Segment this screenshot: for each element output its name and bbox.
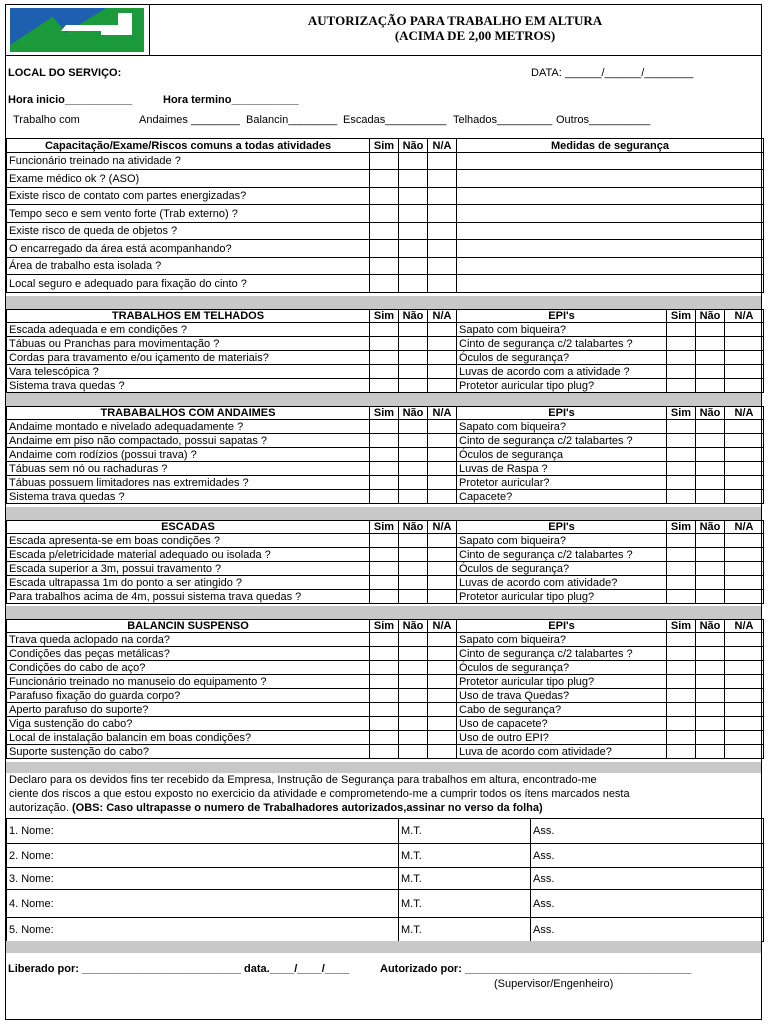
liberado-por-field[interactable]: Liberado por: __________________________ data.____/____/____	[8, 963, 350, 975]
local-servico-label: LOCAL DO SERVIÇO:	[8, 67, 122, 79]
authorization-form	[5, 4, 762, 1020]
table-row: Viga sustenção do cabo? Uso de capacete?	[7, 717, 764, 731]
section-telhados-table	[6, 309, 764, 393]
separator-band	[6, 606, 761, 619]
col-nao: Não	[696, 310, 725, 323]
table-row: Escada superior a 3m, possui travamento ? Óculos de segurança?	[7, 562, 764, 576]
table-row: Cordas para travamento e/ou içamento de materiais? Óculos de segurança?	[7, 351, 764, 365]
declaration-line-1: Declaro para os devidos fins ter recebido da Empresa, Instrução de Segurança para trabalhos em altura, encontrado-me	[9, 774, 597, 786]
form-title	[149, 5, 761, 55]
signatures-table	[6, 818, 764, 942]
col-na: N/A	[725, 521, 764, 534]
table-row: Aperto parafuso do suporte? Cabo de segurança?	[7, 703, 764, 717]
table-row: Tábuas possuem limitadores nas extremidades ? Protetor auricular?	[7, 476, 764, 490]
autorizado-por-field[interactable]: Autorizado por: _____________________________________	[380, 963, 692, 975]
col-sim: Sim	[667, 310, 696, 323]
col-nao: Não	[399, 407, 428, 420]
section-common-title: Capacitação/Exame/Riscos comuns a todas atividades	[7, 139, 370, 153]
col-na: N/A	[428, 310, 457, 323]
table-row: Tempo seco e sem vento forte (Trab externo) ?	[7, 205, 764, 223]
section-balancin-title: BALANCIN SUSPENSO	[7, 620, 370, 633]
col-sim: Sim	[370, 310, 399, 323]
col-sim: Sim	[370, 620, 399, 633]
telhados-field[interactable]: Telhados_________	[453, 114, 553, 126]
escadas-field[interactable]: Escadas__________	[343, 114, 447, 126]
signature-row: 4. Nome: M.T. Ass.	[7, 890, 764, 918]
section-andaimes-table	[6, 406, 764, 504]
col-nao: Não	[399, 620, 428, 633]
col-na: N/A	[725, 310, 764, 323]
declaration-line-3: autorização. (OBS: Caso ultrapasse o numero de Trabalhadores autorizados,assinar no verso da folha)	[9, 802, 543, 814]
table-row: Local de instalação balancin em boas condições? Uso de outro EPI?	[7, 731, 764, 745]
col-sim: Sim	[370, 521, 399, 534]
signature-row: 3. Nome: M.T. Ass.	[7, 868, 764, 890]
col-epis: EPI's	[457, 620, 667, 633]
signature-row: 1. Nome: M.T. Ass.	[7, 819, 764, 844]
andaimes-field[interactable]: Andaimes ________	[139, 114, 240, 126]
signature-row: 5. Nome: M.T. Ass.	[7, 918, 764, 942]
declaration-line-2: ciente dos riscos a que estou exposto no exercicio da atividade e comprometendo-me a cumprir todos os ítens marcados nesta	[9, 788, 630, 800]
date-field[interactable]: DATA: ______/______/________	[531, 67, 694, 79]
table-row: Escada apresenta-se em boas condições ? Sapato com biqueira?	[7, 534, 764, 548]
table-row: Suporte sustenção do cabo? Luva de acordo com atividade?	[7, 745, 764, 759]
divider	[6, 55, 761, 56]
table-row: Vara telescópica ? Luvas de acordo com a atividade ?	[7, 365, 764, 379]
table-row: Área de trabalho esta isolada ?	[7, 258, 764, 275]
col-sim: Sim	[370, 407, 399, 420]
col-nao: Não	[696, 407, 725, 420]
col-nao: Não	[696, 620, 725, 633]
table-row: Sistema trava quedas ? Capacete?	[7, 490, 764, 504]
table-row: Para trabalhos acima de 4m, possui sistema trava quedas ? Protetor auricular tipo plug?	[7, 590, 764, 604]
hora-inicio-field[interactable]: Hora inicio___________	[8, 94, 133, 106]
table-row: Condições das peças metálicas? Cinto de segurança c/2 talabartes ?	[7, 647, 764, 661]
col-nao: Não	[399, 521, 428, 534]
table-row: Existe risco de queda de objetos ?	[7, 223, 764, 240]
table-row: Escada ultrapassa 1m do ponto a ser atingido ? Luvas de acordo com atividade?	[7, 576, 764, 590]
table-row: Andaime com rodízios (possui trava) ? Óculos de segurança	[7, 448, 764, 462]
col-sim: Sim	[667, 407, 696, 420]
col-nao: Não	[696, 521, 725, 534]
table-row: Exame médico ok ? (ASO)	[7, 170, 764, 188]
section-escadas-title: ESCADAS	[7, 521, 370, 534]
separator-band	[6, 296, 761, 309]
supervisor-label: (Supervisor/Engenheiro)	[494, 978, 614, 990]
col-na: N/A	[725, 407, 764, 420]
separator-band	[6, 762, 761, 773]
col-na: N/A	[428, 407, 457, 420]
table-row: Funcionário treinado na atividade ?	[7, 153, 764, 170]
table-row: Tábuas sem nó ou rachaduras ? Luvas de Raspa ?	[7, 462, 764, 476]
separator-band	[6, 393, 761, 406]
section-andaimes-title: TRABABALHOS COM ANDAIMES	[7, 407, 370, 420]
col-na: N/A	[428, 620, 457, 633]
col-na: N/A	[428, 139, 457, 153]
col-na: N/A	[725, 620, 764, 633]
section-escadas-table	[6, 520, 764, 604]
table-row: Sistema trava quedas ? Protetor auricular tipo plug?	[7, 379, 764, 393]
table-row: Andaime montado e nivelado adequadamente ? Sapato com biqueira?	[7, 420, 764, 434]
section-common-table	[6, 138, 764, 293]
col-na: N/A	[428, 521, 457, 534]
hora-termino-field[interactable]: Hora termino___________	[163, 94, 299, 106]
col-epis: EPI's	[457, 407, 667, 420]
table-row: Andaime em piso não compactado, possui sapatas ? Cinto de segurança c/2 talabartes ?	[7, 434, 764, 448]
medidas-seguranca-title: Medidas de segurança	[457, 139, 764, 153]
col-epis: EPI's	[457, 521, 667, 534]
trabalho-com-label: Trabalho com	[13, 114, 80, 126]
col-sim: Sim	[370, 139, 399, 153]
title-line-1: AUTORIZAÇÃO PARA TRABALHO EM ALTURA	[307, 13, 603, 28]
table-row: Parafuso fixação do guarda corpo? Uso de trava Quedas?	[7, 689, 764, 703]
table-row: O encarregado da área está acompanhando?	[7, 240, 764, 258]
outros-field[interactable]: Outros__________	[556, 114, 651, 126]
logo-icon	[6, 5, 149, 55]
col-nao: Não	[399, 139, 428, 153]
col-sim: Sim	[667, 521, 696, 534]
company-logo	[6, 5, 150, 55]
table-row: Funcionário treinado no manuseio do equipamento ? Protetor auricular tipo plug?	[7, 675, 764, 689]
col-epis: EPI's	[457, 310, 667, 323]
table-row: Local seguro e adequado para fixação do cinto ?	[7, 275, 764, 293]
section-telhados-title: TRABALHOS EM TELHADOS	[7, 310, 370, 323]
table-row: Trava queda aclopado na corda? Sapato com biqueira?	[7, 633, 764, 647]
table-row: Existe risco de contato com partes energizadas?	[7, 188, 764, 205]
separator-band	[6, 507, 761, 520]
col-nao: Não	[399, 310, 428, 323]
section-balancin-table	[6, 619, 764, 759]
table-row: Condições do cabo de aço? Óculos de segurança?	[7, 661, 764, 675]
separator-band	[6, 941, 761, 953]
signature-row: 2. Nome: M.T. Ass.	[7, 844, 764, 868]
title-line-2: (ACIMA DE 2,00 METROS)	[394, 28, 556, 43]
table-row: Escada p/eletricidade material adequado ou isolada ? Cinto de segurança c/2 talabartes ?	[7, 548, 764, 562]
table-row: Escada adequada e em condições ? Sapato com biqueira?	[7, 323, 764, 337]
balancin-field[interactable]: Balancin________	[246, 114, 338, 126]
col-sim: Sim	[667, 620, 696, 633]
table-row: Tábuas ou Pranchas para movimentação ? Cinto de segurança c/2 talabartes ?	[7, 337, 764, 351]
